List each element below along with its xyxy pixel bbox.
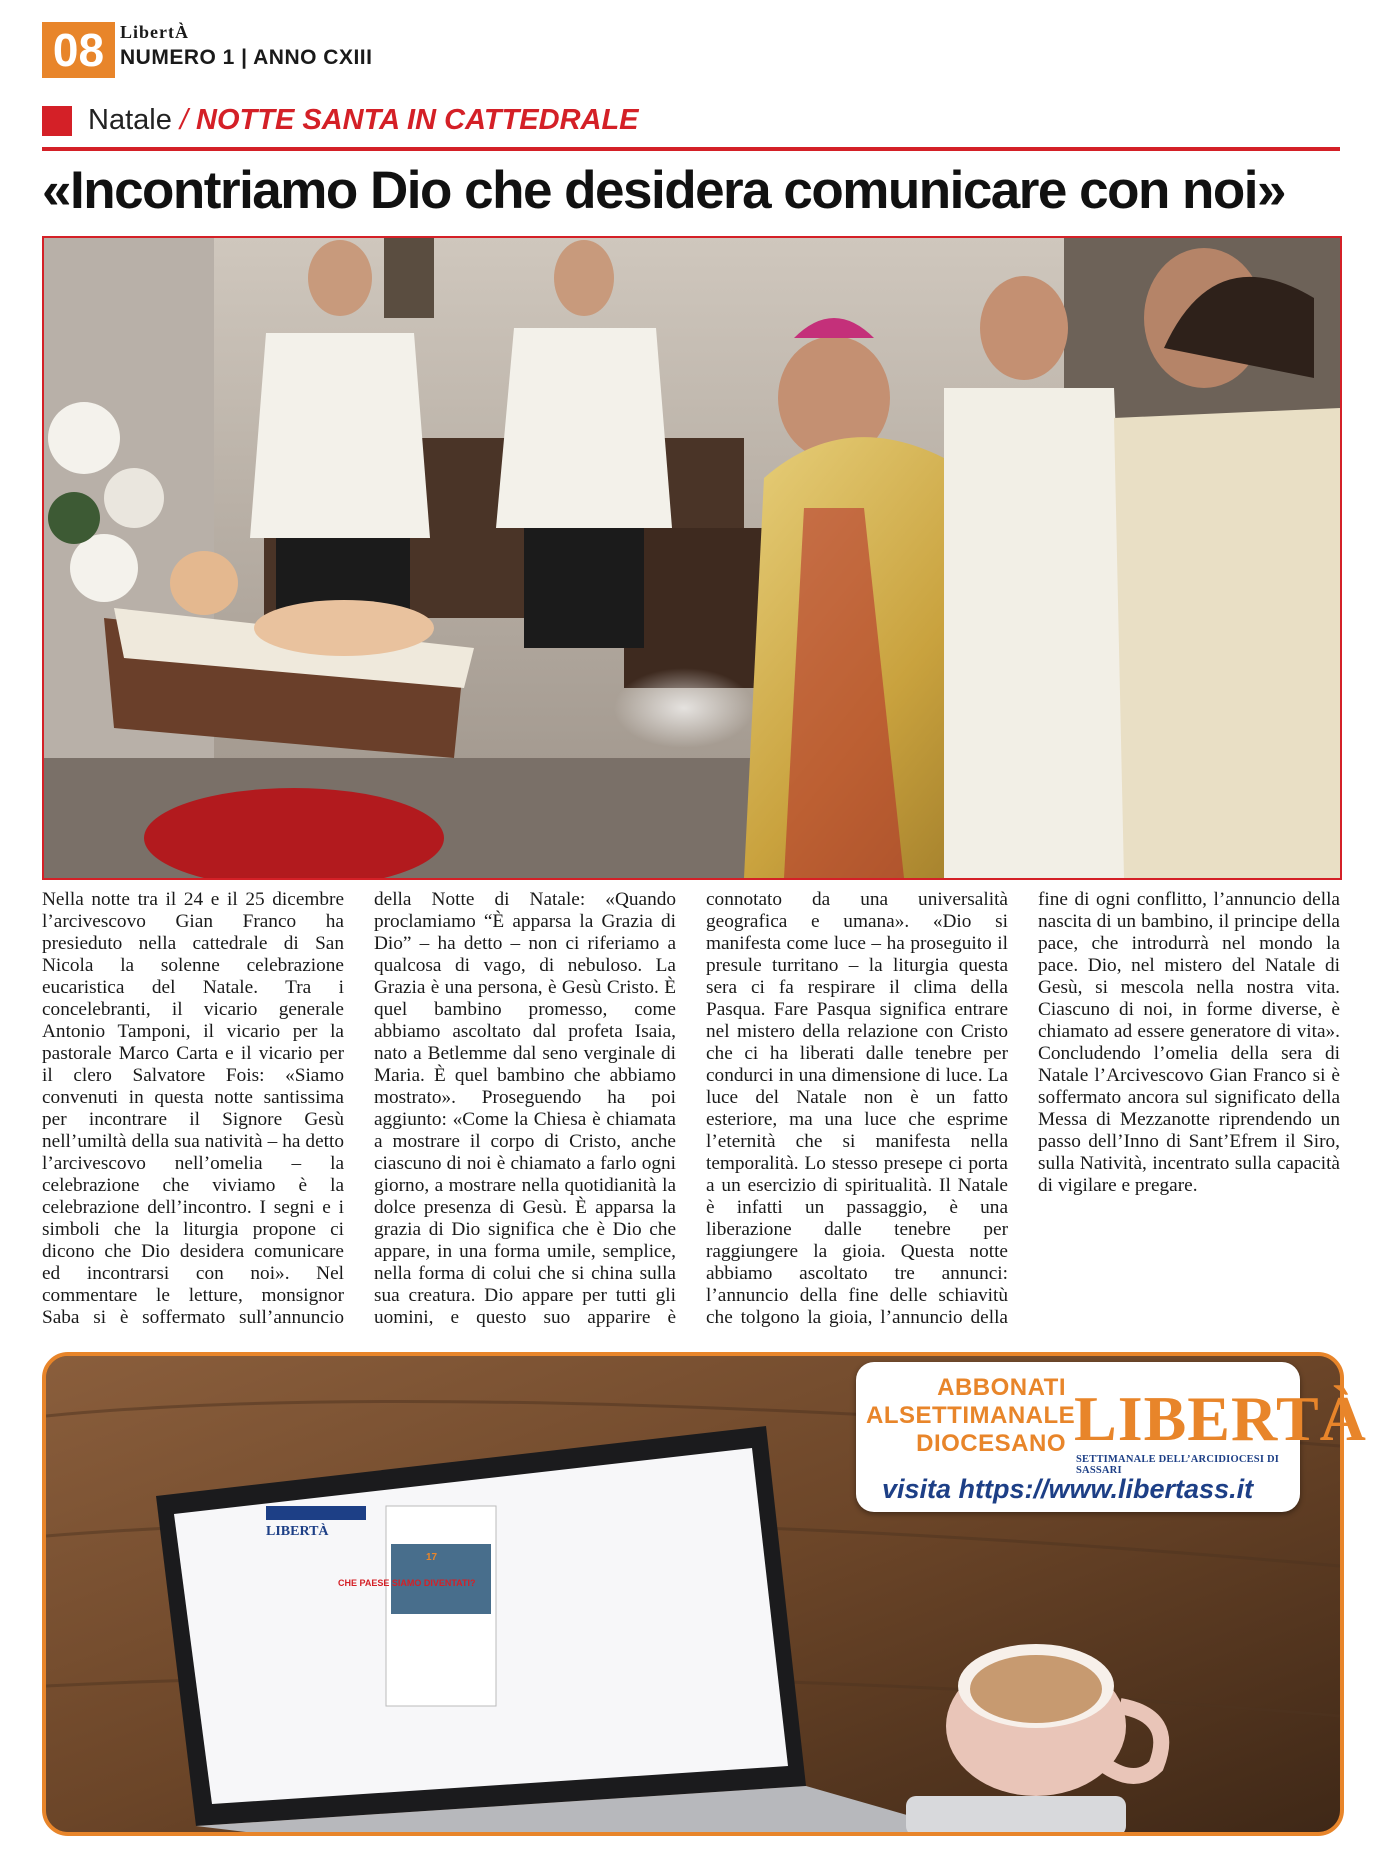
section-rule	[42, 147, 1340, 151]
subscription-box[interactable]	[856, 1362, 1367, 1512]
ad-line-settimanale: ALSETTIMANALE	[866, 1402, 1076, 1429]
liberta-logo: LIBERTÀ	[1074, 1383, 1367, 1454]
section-topic: NOTTE SANTA IN CATTEDRALE	[196, 104, 639, 136]
section-label	[88, 104, 639, 137]
headline: «Incontriamo Dio che desidera comunicare con noi»	[42, 161, 1286, 220]
article-body	[42, 889, 1340, 1329]
article-photo	[42, 236, 1342, 880]
ad-line-diocesano: DIOCESANO	[916, 1430, 1066, 1457]
page-number: 08	[42, 22, 115, 78]
section-marker	[42, 106, 72, 136]
screen-issue: 17	[426, 1552, 438, 1563]
article-paragraph: Nella notte tra il 24 e il 25 dicembre l’arcivescovo Gian Franco ha presieduto nella cattedrale di San Nicola la solenne celebrazione eucaristica del Natale. Tra i concelebranti, il vicario generale Antonio Tamponi, il vicario per la pastorale Marco Carta e il vicario per il clero Salvatore Fois: «Siamo convenuti in questa notte santissima per incontrare il Signore Gesù nell’umiltà della sua natività – ha detto l’arcivescovo nell’omelia – la celebrazione che viviamo è la celebrazione dell’incontro. I segni e i simboli che la liturgia propone ci dicono che Dio desidera comunicare ed incontrarsi con noi». Nel commentare le letture, monsignor Saba si è soffermato sull’annuncio della Notte di Natale: «Quando proclamiamo “È apparsa la Grazia di Dio” – ha detto – non ci riferiamo a qualcosa di vago, di nebuloso. La Grazia è una persona, è Gesù Cristo. È quel bambino promesso, come abbiamo ascoltato dal profeta Isaia, nato a Betlemme dal seno verginale di Maria. È quel bambino che abbiamo mostrato». Proseguendo ha poi aggiunto: «Come la Chiesa è chiamata a mostrare il corpo di Cristo, anche ciascuno di noi è chiamato a farlo ogni giorno, a mostrare nella quotidianità la dolce presenza di Gesù. È apparsa la grazia di Dio significa che è Dio che appare, in una forma umile, semplice, nella forma di colui che si china sulla sua creatura. Dio appare per tutti gli uomini, e questo suo apparire è connotato da una universalità geografica e umana». «Dio si manifesta come luce – ha proseguito il presule turritano – la liturgia questa sera ci fa respirare il clima della Pasqua. Fare Pasqua significa entrare nel mistero della relazione con Cristo che ci ha liberati dalle tenebre per condurci in una dimensione di luce. La luce del Natale non è un fatto esteriore, ma una luce che esprime l’eternità che si manifesta nella temporalità. Lo stesso presepe ci porta a un esercizio di spiritualità. Il Natale è infatti un passaggio, è una liberazione dalle tenebre per raggiungere la gioia. Questa notte abbiamo ascoltato tre annunci: l’annuncio della fine delle schiavitù che tolgono la gioia, l’annuncio della fine di ogni conflitto, l’annuncio della nascita di un bambino, il principe della pace, che introdurrà nel mondo la pace. Dio, nel mistero del Natale di Gesù, si mescola nella nostra vita. Ciascuno di noi, in forme diverse, è chiamato ad essere generatore di vita». Concludendo l’omelia della sera di Natale l’Arcivescovo Gian Franco si è soffermato ancora sul significato della Messa di Mezzanotte riprendendo un passo dell’Inno di Sant’Efrem il Siro, sulla Natività, incentrato sulla capacità di vigilare e pregare.	[42, 889, 1340, 1328]
section-category: Natale	[88, 104, 172, 136]
screen-logo: LIBERTÀ	[266, 1524, 329, 1539]
section-separator: /	[179, 104, 188, 136]
screen-headline: CHE PAESE SIAMO DIVENTATI?	[338, 1578, 476, 1588]
ad-line-abbonati: ABBONATI	[937, 1374, 1066, 1401]
nativity-mass-photo	[44, 238, 1340, 878]
website-link[interactable]: visita https://www.libertass.it	[882, 1474, 1254, 1504]
issue-info: NUMERO 1 | ANNO CXIII	[120, 46, 373, 69]
masthead: LibertÀ	[120, 22, 189, 42]
liberta-logo-subtitle: SETTIMANALE DELL’ARCIDIOCESI DI SASSARI	[1076, 1454, 1280, 1476]
